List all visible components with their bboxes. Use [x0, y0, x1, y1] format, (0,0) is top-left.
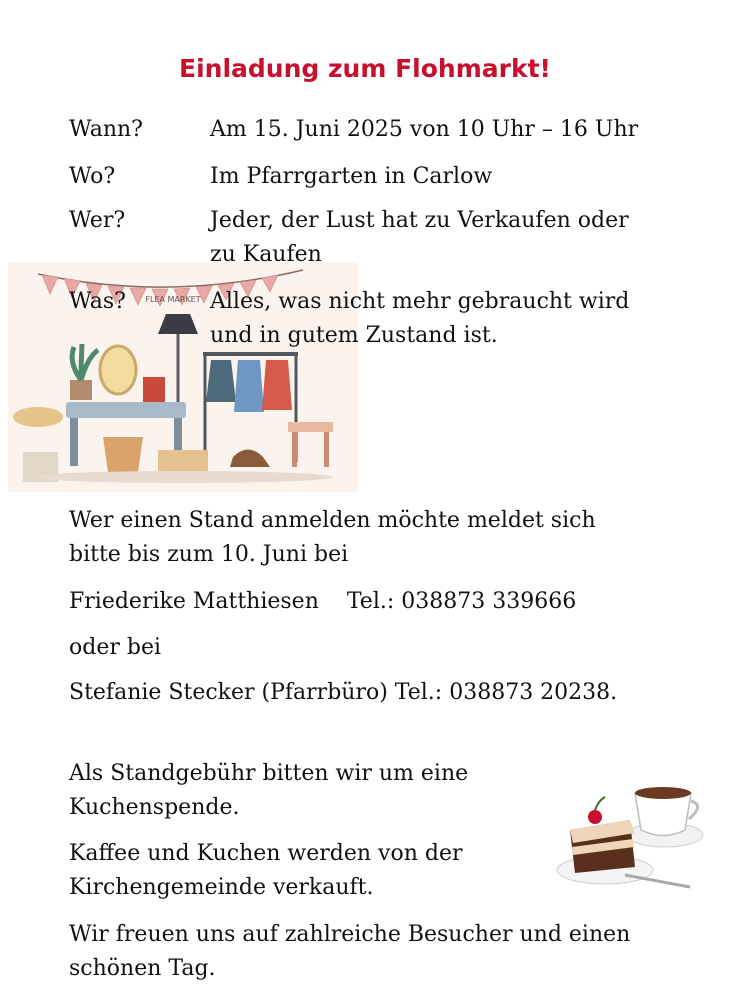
value-wer: Jeder, der Lust hat zu Verkaufen oder zu Kaufen [210, 208, 629, 267]
cafe-text: Kaffee und Kuchen werden von der Kirchengemeinde verkauft. [69, 841, 463, 900]
value-wo: Im Pfarrgarten in Carlow [210, 164, 493, 189]
value-wann: Am 15. Juni 2025 von 10 Uhr – 16 Uhr [210, 117, 639, 142]
label-wo: Wo? [69, 164, 116, 189]
contact-matthiesen: Friederike Matthiesen Tel.: 038873 339666 [69, 589, 577, 614]
registration-intro: Wer einen Stand anmelden möchte meldet sich bitte bis zum 10. Juni bei [69, 508, 596, 567]
label-was: Was? [69, 289, 126, 314]
value-was: Alles, was nicht mehr gebraucht wird und in gutem Zustand ist. [210, 289, 630, 348]
coffee-cake-illustration-icon [555, 775, 705, 895]
fee-text: Als Standgebühr bitten wir um eine Kuchenspende. [69, 761, 469, 820]
label-wann: Wann? [69, 117, 143, 142]
page-title: Einladung zum Flohmarkt! [179, 54, 551, 83]
closing-text: Wir freuen uns auf zahlreiche Besucher und einen schönen Tag. [69, 922, 631, 981]
banner-text: FLEA MARKET [145, 295, 201, 304]
contact-stecker: Stefanie Stecker (Pfarrbüro) Tel.: 038873 20238. [69, 680, 618, 705]
label-wer: Wer? [69, 208, 126, 233]
registration-or: oder bei [69, 635, 161, 660]
